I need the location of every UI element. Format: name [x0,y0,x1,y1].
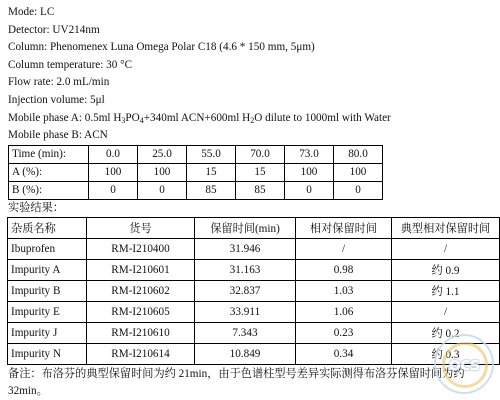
results-cell: RM-I210601 [87,260,195,281]
gradient-cell: 55.0 [187,145,236,163]
results-column-header: 保留时间(min) [195,218,296,239]
gradient-row [9,163,383,181]
results-cell: Impurity E [8,302,87,323]
mobile-phase-a-prefix: Mobile phase A: 0.5ml H [8,111,122,124]
gradient-cell: 100 [285,163,334,181]
results-column-header: 相对保留时间 [296,218,392,239]
results-cell: 约 1.1 [392,281,500,302]
gradient-row [9,145,383,163]
results-cell: Impurity N [8,344,87,365]
logo-text: ocs [448,354,480,375]
results-column-header: 杂质名称 [8,218,87,239]
gradient-cell: 0.0 [89,145,138,163]
results-cell: / [392,302,500,323]
mobile-phase-a-sub1: 3 [121,115,126,125]
gradient-cell: 25.0 [138,145,187,163]
mobile-phase-b-line: Mobile phase B: ACN [8,129,108,142]
gradient-cell: 0 [138,181,187,199]
mobile-phase-a-mid2: +340ml ACN+600ml H [143,111,251,124]
ocs-logo-watermark [434,334,494,394]
results-cell: 约 0.9 [392,260,500,281]
gradient-cell: 15 [187,163,236,181]
results-column-header: 典型相对保留时间 [392,218,500,239]
results-row [8,239,500,260]
results-cell: RM-I210614 [87,344,195,365]
results-cell: 31.946 [195,239,296,260]
results-cell: RM-I210605 [87,302,195,323]
results-cell: Impurity B [8,281,87,302]
results-row [8,260,500,281]
results-row [8,302,500,323]
flow-rate-line: Flow rate: 2.0 mL/min [8,76,110,89]
gradient-row [9,181,383,199]
results-cell: 0.23 [296,323,392,344]
results-cell: 1.03 [296,281,392,302]
note-text: 备注：布洛芬的典型保留时间为约 21min，由于色谱柱型号差异实际测得布洛芬保留时间为约 32min。 [8,368,465,398]
gradient-row-label: B (%): [9,181,89,199]
results-cell: 约 0.2 [392,323,500,344]
mode-line: Mode: LC [8,6,55,18]
results-cell: Impurity J [8,323,87,344]
results-cell: RM-I210602 [87,281,195,302]
gradient-cell: 100 [138,163,187,181]
results-cell: RM-I210400 [87,239,195,260]
column-line: Column: Phenomenex Luna Omega Polar C18 (4.6 * 150 mm, 5μm) [8,41,315,54]
gradient-cell: 0 [334,181,383,199]
results-cell: 33.911 [195,302,296,323]
results-cell: Impurity A [8,260,87,281]
gradient-cell: 100 [334,163,383,181]
results-row [8,344,500,365]
results-cell: 10.849 [195,344,296,365]
results-header-row [8,218,500,239]
mobile-phase-a-mid: PO [125,111,140,124]
mobile-phase-a-suffix: O dilute to 1000ml with Water [254,111,391,124]
results-cell: 32.837 [195,281,296,302]
detector-line: Detector: UV214nm [8,23,100,36]
gradient-cell: 73.0 [285,145,334,163]
results-column-header: 货号 [87,218,195,239]
gradient-cell: 85 [187,181,236,199]
results-cell: Ibuprofen [8,239,87,260]
gradient-cell: 100 [89,163,138,181]
results-row [8,281,500,302]
gradient-cell: 0 [285,181,334,199]
gradient-cell: 0 [89,181,138,199]
results-cell: 1.06 [296,302,392,323]
results-cell: 约 0.3 [392,344,500,365]
gradient-cell: 80.0 [334,145,383,163]
gradient-table [8,145,383,200]
mobile-phase-a-sub2: 4 [139,115,144,125]
column-temperature-line: Column temperature: 30 °C [8,58,133,71]
results-cell: 0.34 [296,344,392,365]
gradient-row-label: A (%): [9,163,89,181]
results-cell: / [296,239,392,260]
method-document [8,4,492,400]
results-heading: 实验结果： [8,201,64,214]
results-cell: 7.343 [195,323,296,344]
results-row [8,323,500,344]
results-cell: / [392,239,500,260]
mobile-phase-a-sub3: 2 [250,115,255,125]
gradient-cell: 70.0 [236,145,285,163]
results-table [7,217,500,365]
results-cell: 31.163 [195,260,296,281]
gradient-cell: 85 [236,181,285,199]
gradient-row-label: Time (min): [9,145,89,163]
gradient-cell: 15 [236,163,285,181]
injection-volume-line: Injection volume: 5μl [8,93,105,106]
mobile-phase-a-line [8,110,492,128]
results-cell: RM-I210610 [87,323,195,344]
results-cell: 0.98 [296,260,392,281]
